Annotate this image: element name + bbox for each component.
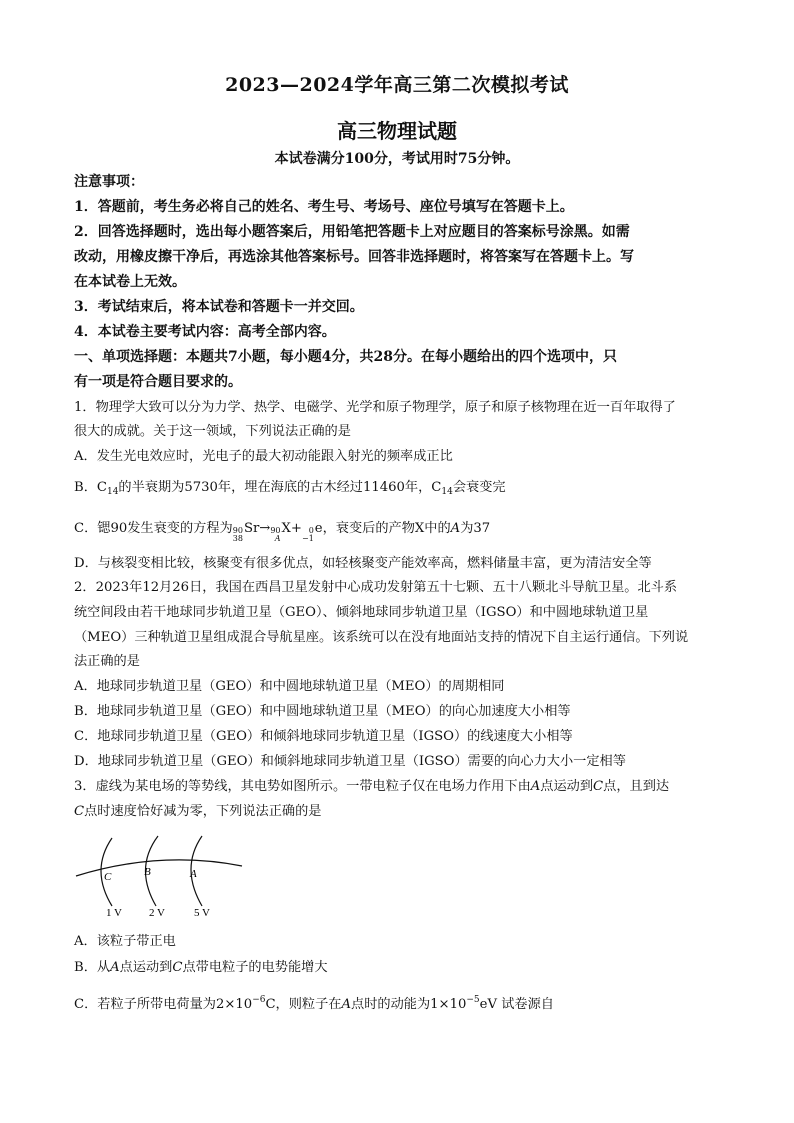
notice-item-2-line-2: 改动，用橡皮擦干净后，再选涂其他答案标号。回答非选择题时，将答案写在答题卡上。写	[74, 249, 634, 265]
q3-stem-line-2-suffix: 点时速度恰好减为零，下列说法正确的是	[84, 804, 322, 819]
decay-arrow: →	[259, 521, 271, 536]
x-mass-number: 90	[270, 526, 281, 535]
q1-option-c	[74, 519, 734, 543]
q2-stem-line-4: 法正确的是	[74, 654, 140, 669]
q1-option-b-subscript-2: 14	[441, 487, 453, 497]
notice-heading: 注意事项：	[74, 174, 144, 190]
q1-option-b-middle: 的半衰期为5730年，埋在海底的古木经过11460年，C	[118, 480, 442, 495]
notice-item-4: 4．本试卷主要考试内容：高考全部内容。	[74, 324, 336, 340]
q2-option-a: A．地球同步轨道卫星（GEO）和中圆地球轨道卫星（MEO）的周期相同	[74, 679, 505, 694]
q2-option-c: C．地球同步轨道卫星（GEO）和倾斜地球同步轨道卫星（IGSO）的线速度大小相等	[74, 729, 573, 744]
x-symbol: X+	[281, 521, 302, 536]
q3-option-c-exponent-1: −6	[252, 995, 266, 1005]
q3-stem-line-1	[74, 777, 734, 797]
q3-stem-line-1-prefix: 3．虚线为某电场的等势线，其电势如图所示。一带电粒子仅在电场力作用下由	[74, 779, 531, 794]
q1-option-c-prefix: C．锶90发生衰变的方程为	[74, 521, 233, 536]
q3-option-b-suffix: 点带电粒子的电势能增大	[182, 960, 328, 975]
notice-item-2-line-1: 2．回答选择题时，选出每小题答案后，用铅笔把答题卡上对应题目的答案标号涂黑。如需	[74, 224, 630, 240]
q3-option-b-point-c: C	[172, 960, 183, 975]
q1-option-c-variable-a: A	[450, 521, 461, 536]
q1-option-c-middle: ，衰变后的产物X中的	[322, 521, 451, 536]
notice-item-1: 1．答题前，考生务必将自己的姓名、考生号、考场号、座位号填写在答题卡上。	[74, 199, 574, 215]
label-b: B	[144, 866, 151, 878]
sr-symbol: Sr	[243, 521, 260, 536]
q3-option-b	[74, 958, 734, 978]
sr-nuclide-numbers	[233, 527, 243, 543]
q1-option-d: D．与核裂变相比较，核聚变有很多优点，如轻核聚变产能效率高，燃料储量丰富，更为清洁安全等	[74, 556, 652, 571]
equipotential-figure	[70, 830, 250, 925]
electron-numbers	[302, 527, 314, 543]
label-a: A	[190, 868, 197, 880]
q2-stem-line-1: 2．2023年12月26日，我国在西昌卫星发射中心成功发射第五十七颗、五十八颗北斗导航卫星。北斗系	[74, 580, 678, 595]
q3-option-c-prefix: C．若粒子所带电荷量为2×10	[74, 997, 253, 1012]
q1-option-b	[74, 478, 734, 502]
exam-title: 2023—2024学年高三第二次模拟考试	[225, 74, 569, 96]
q3-option-c-middle: C，则粒子在	[265, 997, 342, 1012]
q2-stem-line-3: （MEO）三种轨道卫星组成混合导航星座。该系统可以在没有地面站支持的情况下自主运行通信。下列说	[74, 630, 689, 645]
sr-mass-number: 90	[232, 526, 243, 535]
exam-info: 本试卷满分100分，考试用时75分钟。	[274, 151, 520, 167]
q3-stem-line-2	[74, 802, 734, 822]
potential-label-2v: 2 V	[149, 907, 165, 919]
electron-mass-number: 0	[308, 526, 314, 535]
q3-option-c-suffix: eV 试卷源自	[479, 997, 554, 1012]
q1-stem-line-2: 很大的成就。关于这一领域，下列说法正确的是	[74, 424, 351, 439]
q3-option-c	[74, 990, 734, 1015]
q3-option-b-prefix: B．从	[74, 960, 111, 975]
q3-stem-line-1-middle: 点运动到	[540, 779, 594, 794]
q1-option-a: A．发生光电效应时，光电子的最大初动能跟入射光的频率成正比	[74, 449, 453, 464]
section-1-heading-line-1: 一、单项选择题：本题共7小题，每小题4分，共28分。在每小题给出的四个选项中，只	[74, 349, 617, 365]
x-atomic-number: A	[274, 534, 281, 543]
q3-option-c-point-a: A	[341, 997, 352, 1012]
potential-label-1v: 1 V	[106, 907, 122, 919]
q1-stem-line-1: 1．物理学大致可以分为力学、热学、电磁学、光学和原子物理学，原子和原子核物理在近一百年取得了	[74, 400, 676, 415]
q3-option-c-middle-2: 点时的动能为1×10	[351, 997, 467, 1012]
section-1-heading-line-2: 有一项是符合题目要求的。	[74, 374, 242, 390]
x-nuclide-numbers	[270, 527, 280, 543]
q3-option-a: A．该粒子带正电	[74, 934, 176, 949]
q3-option-b-point-a: A	[110, 960, 120, 975]
q3-point-c: C	[593, 779, 604, 794]
q2-stem-line-2: 统空间段由若干地球同步轨道卫星（GEO）、倾斜地球同步轨道卫星（IGSO）和中圆地球轨道卫星	[74, 605, 649, 620]
q3-option-b-middle: 点运动到	[119, 960, 173, 975]
q2-option-b: B．地球同步轨道卫星（GEO）和中圆地球轨道卫星（MEO）的向心加速度大小相等	[74, 704, 571, 719]
notice-item-2-line-3: 在本试卷上无效。	[74, 274, 186, 290]
q2-option-d: D．地球同步轨道卫星（GEO）和倾斜地球同步轨道卫星（IGSO）需要的向心力大小一定相等	[74, 754, 626, 769]
q1-option-b-subscript: 14	[106, 487, 119, 497]
notice-item-3: 3．考试结束后，将本试卷和答题卡一并交回。	[74, 299, 364, 315]
q3-option-c-exponent-2: −5	[466, 995, 480, 1005]
label-c: C	[104, 871, 112, 883]
electron-symbol: e	[314, 521, 323, 536]
q1-option-b-prefix: B．C	[74, 480, 107, 495]
q1-option-c-suffix: 为37	[460, 521, 491, 536]
q3-point-c-2: C	[74, 804, 85, 819]
q3-point-a: A	[530, 779, 541, 794]
electron-charge-number: −1	[301, 534, 314, 543]
q3-stem-line-1-suffix: 点，且到达	[603, 779, 670, 794]
q1-option-b-suffix: 会衰变完	[452, 480, 506, 495]
potential-label-5v: 5 V	[194, 907, 210, 919]
sr-atomic-number: 38	[232, 534, 243, 543]
exam-subject: 高三物理试题	[337, 119, 457, 143]
